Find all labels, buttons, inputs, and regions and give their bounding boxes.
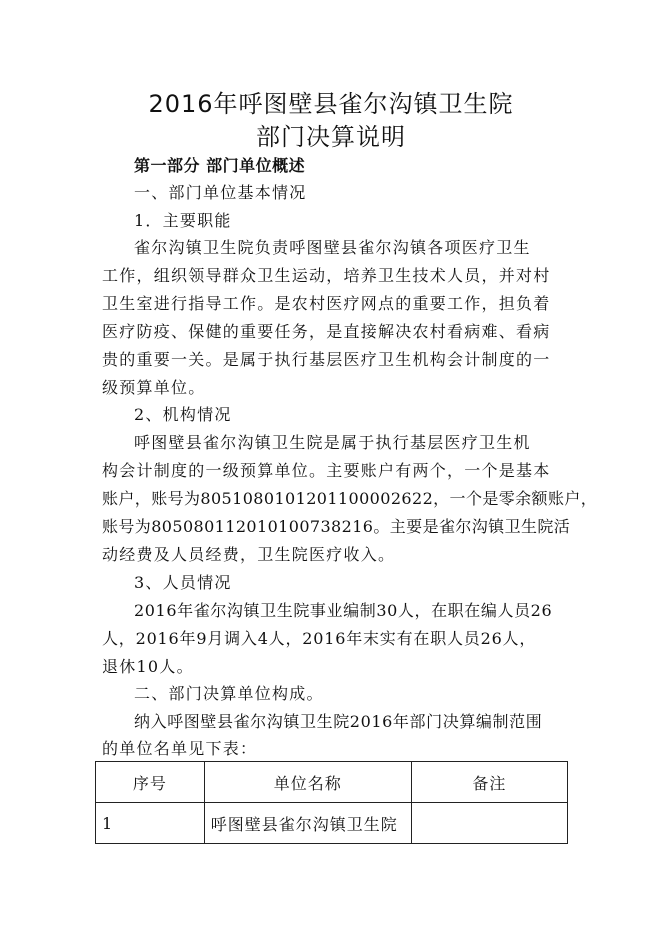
table-header-cell: 备注 [411, 762, 567, 803]
paragraph-line: 工作，组织领导群众卫生运动，培养卫生技术人员，并对村 [102, 266, 551, 285]
paragraph-line: 的单位名单见下表： [102, 739, 258, 758]
paragraph-line: 级预算单位。 [102, 378, 206, 397]
table-header-cell: 单位名称 [204, 762, 411, 803]
document-title: 2016年呼图壁县雀尔沟镇卫生院 [148, 90, 514, 118]
subsection-heading-duties: 1．主要职能 [134, 211, 232, 230]
table-header-cell: 序号 [96, 762, 205, 803]
paragraph-line: 医疗防疫、保健的重要任务，是直接解决农村看病难、看病 [102, 322, 551, 341]
table-row [96, 803, 568, 844]
section-heading-basic-info: 一、部门单位基本情况 [134, 183, 307, 202]
paragraph-line: 纳入呼图壁县雀尔沟镇卫生院2016年部门决算编制范围 [134, 712, 543, 731]
table-cell: 呼图壁县雀尔沟镇卫生院 [204, 803, 411, 844]
paragraph-line: 呼图壁县雀尔沟镇卫生院是属于执行基层医疗卫生机 [134, 433, 531, 452]
part-heading: 第一部分 部门单位概述 [134, 156, 306, 175]
subsection-heading-organization: 2、机构情况 [134, 405, 232, 424]
paragraph-line: 2016年雀尔沟镇卫生院事业编制30人，在职在编人员26 [134, 601, 553, 620]
paragraph-line: 账号为80508011201010073821​6。主要是雀尔沟镇卫生院活 [102, 517, 571, 536]
paragraph-line: 雀尔沟镇卫生院负责呼图壁县雀尔沟镇各项医疗卫生 [134, 238, 531, 257]
paragraph-line: 卫生室进行指导工作。是农村医疗网点的重要工作，担负着 [102, 294, 551, 313]
paragraph-line: 退休10人。 [102, 657, 194, 676]
unit-list-table [95, 761, 568, 844]
paragraph-line: 动经费及人员经费，卫生院医疗收入。 [102, 545, 396, 564]
table-cell: 1 [96, 803, 205, 844]
document-subtitle: 部门决算说明 [256, 123, 406, 151]
table-cell [411, 803, 567, 844]
paragraph-line: 账户，账号为8051080101201100002622，一个是零余额账户， [102, 489, 598, 508]
subsection-heading-staff: 3、人员情况 [134, 573, 232, 592]
section-heading-composition: 二、部门决算单位构成。 [134, 684, 324, 703]
paragraph-line: 构会计制度的一级预算单位。主要账户有两个，一个是基本 [102, 461, 551, 480]
paragraph-line: 贵的重要一关。是属于执行基层医疗卫生机构会计制度的一 [102, 350, 551, 369]
table-header-row [96, 762, 568, 803]
paragraph-line: 人，2016年9月调入4人，2016年末实有在职人员26人， [102, 629, 537, 648]
